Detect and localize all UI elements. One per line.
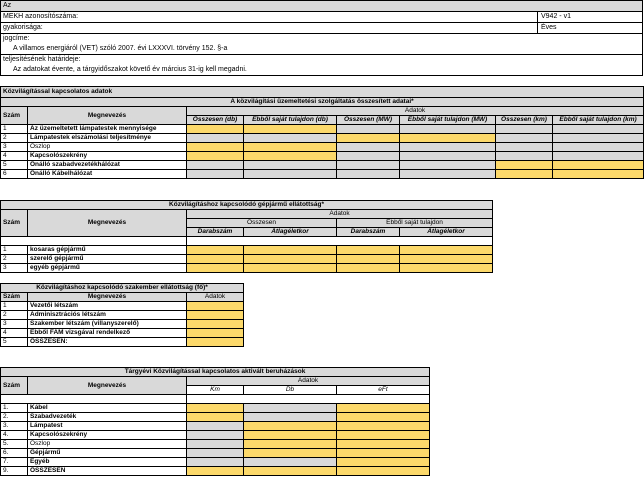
col-megnevezes: Megnevezés [28,293,187,302]
table-row [1,458,430,467]
frequency-value: Éves [537,23,644,33]
vehicle-table [0,200,493,273]
row-number: 5 [1,161,28,170]
locked-cell [400,152,496,161]
col-szam: Szám [1,293,28,302]
section-title: Közvilágítással kapcsolatos adatok [1,87,644,98]
input-cell[interactable] [244,467,337,476]
table-row [1,170,644,179]
input-cell[interactable] [400,264,493,273]
locked-cell [187,134,244,143]
input-cell[interactable] [553,161,644,170]
locked-cell [187,170,244,179]
row-label: ÖSSZESEN [28,467,187,476]
legal-text: A villamos energiáról (VET) szóló 2007. évi LXXXVI. törvény 152. §-a [1,44,642,55]
legal-label: jogcíme: [3,35,30,42]
row-label: kosaras gépjármű [28,246,187,255]
locked-cell [244,458,337,467]
input-cell[interactable] [187,404,244,413]
subcol-total-km: Összesen (km) [496,116,553,125]
input-cell[interactable] [400,255,493,264]
locked-cell [337,161,400,170]
mekh-label: MEKH azonosítószáma: [3,13,79,20]
input-cell[interactable] [553,170,644,179]
table1-title: A közvilágítási üzemeltetési szolgáltatás összesített adatai* [1,98,644,107]
col-szam: Szám [1,107,28,125]
row-number: 6 [1,170,28,179]
table2-title: Közvilágításhoz kapcsolódó gépjármű ellátottság* [1,201,493,210]
form-header [0,0,643,76]
row-label: Gépjármű [28,449,187,458]
row-number: 4 [1,329,28,338]
input-cell[interactable] [337,458,430,467]
locked-cell [337,170,400,179]
input-cell[interactable] [244,143,337,152]
table-row [1,440,430,449]
input-cell[interactable] [187,246,244,255]
subcol-count: Darabszám [187,228,244,237]
row-label: Önálló szabadvezetékhálózat [28,161,187,170]
locked-cell [337,143,400,152]
row-label: Oszlop [28,143,187,152]
row-number: 5. [1,440,28,449]
table-row [1,311,244,320]
header-az: Az [1,1,642,12]
locked-cell [400,161,496,170]
row-label: ÖSSZESEN: [28,338,187,347]
row-label: Adminisztrációs létszám [28,311,187,320]
locked-cell [244,170,337,179]
row-number: 6. [1,449,28,458]
investment-table [0,367,430,476]
group-total: Összesen [187,219,337,228]
table4-title: Tárgyévi Közvilágítással kapcsolatos aktivált beruházások [1,368,430,377]
row-label: Vezetői létszám [28,302,187,311]
locked-cell [187,422,244,431]
frequency-label: gyakorisága: [3,24,43,31]
row-number: 3 [1,264,28,273]
locked-cell [244,404,337,413]
locked-cell [400,170,496,179]
input-cell[interactable] [337,449,430,458]
deadline-label: teljesítésének határideje: [3,56,81,63]
input-cell[interactable] [337,431,430,440]
row-number: 9. [1,467,28,476]
input-cell[interactable] [187,338,244,347]
table-row [1,422,430,431]
subcol-db: Db [244,386,337,395]
subcol-total-db: Összesen (db) [187,116,244,125]
input-cell[interactable] [244,264,337,273]
locked-cell [553,134,644,143]
input-cell[interactable] [496,161,553,170]
locked-cell [187,161,244,170]
subcol-km: Km [187,386,244,395]
input-cell[interactable] [337,422,430,431]
row-number: 5 [1,338,28,347]
input-cell[interactable] [187,255,244,264]
locked-cell [187,458,244,467]
table-row [1,152,644,161]
locked-cell [400,143,496,152]
frequency-row [1,23,642,34]
input-cell[interactable] [337,404,430,413]
table-row [1,255,493,264]
locked-cell [553,152,644,161]
row-label: Szakember létszám (villanyszerelő) [28,320,187,329]
input-cell[interactable] [187,264,244,273]
table3-title: Közvilágításhoz kapcsolódó szakember ellátottság (fő)* [1,284,244,293]
col-adatok: Adatok [187,210,493,219]
row-label: Kábel [28,404,187,413]
subcol-own-count: Darabszám [337,228,400,237]
input-cell[interactable] [187,413,244,422]
locked-cell [187,431,244,440]
col-szam: Szám [1,210,28,237]
input-cell[interactable] [187,152,244,161]
input-cell[interactable] [244,431,337,440]
table-row [1,161,644,170]
input-cell[interactable] [337,413,430,422]
locked-cell [553,143,644,152]
input-cell[interactable] [337,264,400,273]
table-row [1,264,493,273]
locked-cell [244,161,337,170]
row-label: Lámpatestek elszámolási teljesítménye [28,134,187,143]
input-cell[interactable] [337,467,430,476]
col-szam: Szám [1,377,28,395]
locked-cell [496,125,553,134]
row-number: 3 [1,143,28,152]
form-code: V942 - v1 [537,12,644,22]
subcol-total-mw: Összesen (MW) [337,116,400,125]
input-cell[interactable] [496,170,553,179]
locked-cell [337,152,400,161]
input-cell[interactable] [187,143,244,152]
spacer [187,395,430,404]
input-cell[interactable] [187,329,244,338]
locked-cell [553,125,644,134]
input-cell[interactable] [400,246,493,255]
row-label: Kapcsolószekrény [28,152,187,161]
row-label: Lámpatest [28,422,187,431]
table-row [1,246,493,255]
row-label: Önálló Kábelhálózat [28,170,187,179]
locked-cell [496,143,553,152]
spacer [187,237,493,246]
locked-cell [187,449,244,458]
mekh-row [1,12,642,23]
row-label: Ebből FAM vizsgával rendelkező [28,329,187,338]
locked-cell [496,134,553,143]
row-number: 3. [1,422,28,431]
row-number: 1 [1,125,28,134]
input-cell[interactable] [337,134,400,143]
table-row [1,329,244,338]
row-label: szerelő gépjármű [28,255,187,264]
table-row [1,320,244,329]
subcol-own-db: Ebből saját tulajdon (db) [244,116,337,125]
input-cell[interactable] [244,246,337,255]
input-cell[interactable] [187,320,244,329]
subcol-avg-age: Átlagéletkor [244,228,337,237]
row-number: 1 [1,302,28,311]
col-adatok: Adatok [187,107,644,116]
col-megnevezes: Megnevezés [28,107,187,125]
input-cell[interactable] [337,246,400,255]
input-cell[interactable] [187,311,244,320]
deadline-text: Az adatokat évente, a tárgyidőszakot követő év március 31-ig kell megadni. [1,65,642,76]
table-row [1,431,430,440]
input-cell[interactable] [337,440,430,449]
row-label: egyéb gépjármű [28,264,187,273]
group-own: Ebből saját tulajdon [337,219,493,228]
spacer [1,237,187,246]
row-number: 2. [1,413,28,422]
row-label: Egyéb [28,458,187,467]
col-adatok: Adatok [187,377,430,386]
row-number: 3 [1,320,28,329]
staff-table [0,283,244,347]
row-number: 2 [1,311,28,320]
input-cell[interactable] [244,449,337,458]
input-cell[interactable] [244,125,337,134]
subcol-eft: eFt [337,386,430,395]
table-row [1,134,644,143]
col-megnevezes: Megnevezés [28,210,187,237]
row-number: 7. [1,458,28,467]
input-cell[interactable] [337,255,400,264]
col-megnevezes: Megnevezés [28,377,187,395]
table-row [1,467,430,476]
table-row [1,449,430,458]
row-number: 4 [1,152,28,161]
input-cell[interactable] [187,125,244,134]
locked-cell [496,152,553,161]
table-row [1,143,644,152]
locked-cell [400,125,496,134]
row-number: 2 [1,134,28,143]
input-cell[interactable] [400,134,496,143]
table-row [1,404,430,413]
row-number: 2 [1,255,28,264]
street-lighting-table [0,86,644,179]
input-cell[interactable] [244,152,337,161]
input-cell[interactable] [244,440,337,449]
input-cell[interactable] [187,467,244,476]
row-label: Az üzemeltetett lámpatestek mennyisége [28,125,187,134]
locked-cell [244,134,337,143]
input-cell[interactable] [187,302,244,311]
input-cell[interactable] [244,422,337,431]
col-adatok: Adatok [187,293,244,302]
row-label: Oszlop [28,440,187,449]
locked-cell [187,440,244,449]
locked-cell [244,413,337,422]
table-row [1,338,244,347]
row-number: 1 [1,246,28,255]
row-number: 1. [1,404,28,413]
row-label: Szabadvezeték [28,413,187,422]
spacer [1,395,187,404]
row-number: 4. [1,431,28,440]
table-row [1,125,644,134]
subcol-own-avg-age: Átlagéletkor [400,228,493,237]
input-cell[interactable] [244,255,337,264]
locked-cell [337,125,400,134]
subcol-own-mw: Ebből saját tulajdon (MW) [400,116,496,125]
row-label: Kapcsolószekrény [28,431,187,440]
table-row [1,413,430,422]
table-row [1,302,244,311]
subcol-own-km: Ebből saját tulajdon (km) [553,116,644,125]
